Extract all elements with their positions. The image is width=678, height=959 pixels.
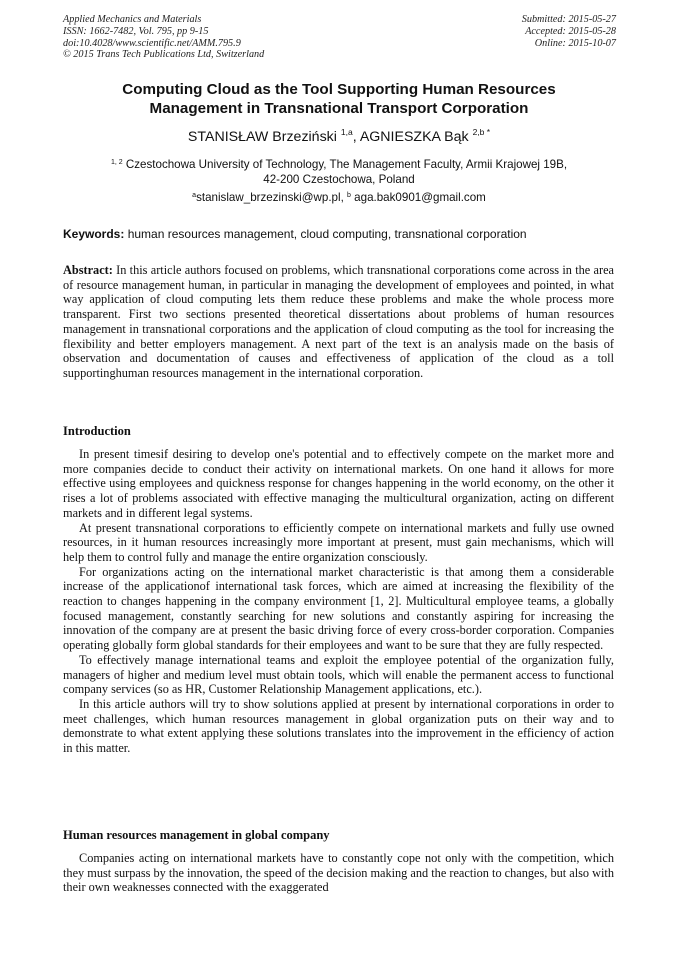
intro-paragraph: To effectively manage international teams and exploit the employee potential of the organization fully, managers of higher and medium level must obtain tools, which will enable the permanent access to functional company services (so as HR, Customer Relationship Management applications, etc.). [63, 652, 614, 697]
abstract-label: Abstract: [63, 263, 113, 277]
affiliation [60, 155, 618, 187]
affiliation-line-2: 42-200 Czestochowa, Poland [263, 173, 415, 186]
author-list [60, 127, 618, 145]
keywords-label: Keywords: [63, 227, 125, 241]
email-separator: , [340, 191, 348, 204]
journal-issn: ISSN: 1662-7482, Vol. 795, pp 9-15 [63, 25, 209, 37]
author-2-affil-mark: 2,b * [472, 127, 491, 137]
author-separator: , [352, 129, 360, 145]
intro-paragraph: At present transnational corporations to efficiently compete on international markets and fully use owned resources, in it human resources increasingly more important at present, must gain mechanisms, which will help them to control fully and manage the entire organization consciously. [63, 520, 614, 564]
email-a: stanislaw_brzezinski@wp.pl [196, 191, 341, 204]
abstract [63, 263, 614, 381]
introduction-body [63, 447, 614, 756]
author-2-name: AGNIESZKA Bąk [359, 129, 469, 145]
submission-dates [522, 14, 616, 49]
intro-paragraph: For organizations acting on the international market characteristic is that among them a considerable increase of the applicationof international task forces, which are aimed at increasing the flexibility of the reaction to changes happening in the company environment [1, 2]. Multicultural employee teams, a globally focused management, constantly searching for new solutions and constantly aspiring for increasing the innovation of the company are at present the basic driving force of every cross-border corporation. Companies operating globally form global standards for their employees and want to be sure that they are fully respected. [63, 564, 614, 653]
email-b-mark: b [347, 192, 351, 199]
keywords [63, 227, 527, 241]
author-1-name: STANISŁAW Brzeziński [187, 129, 337, 145]
email-b: aga.bak0901@gmail.com [354, 191, 486, 204]
journal-info [63, 14, 264, 61]
email-a-mark: a [192, 192, 197, 199]
online-date: Online: 2015-10-07 [534, 37, 616, 49]
accepted-date: Accepted: 2015-05-28 [525, 25, 616, 37]
journal-doi: doi:10.4028/www.scientific.net/AMM.795.9 [63, 37, 241, 49]
submitted-date: Submitted: 2015-05-27 [521, 14, 616, 25]
affiliation-line-1: Czestochowa University of Technology, The Management Faculty, Armii Krajowej 19B, [125, 158, 568, 171]
hrm-paragraph: Companies acting on international markets have to constantly cope not only with the competition, which they must surpass by the innovation, the speed of the decision making and the reaction to changes, but also with their own weaknesses connected with the exaggerated [63, 851, 614, 895]
author-1-affil-mark: 1,a [340, 127, 353, 137]
intro-paragraph: In present timesif desiring to develop one's potential and to effectively compete on the market more and more companies decide to conduct their activity on international markets. On one hand it allows for more effective using employees and quickness response for changes happening in the world economy, on the other it rises a lot of problems associated with effective managing the multicultural organization, acting on different markets and in different legal systems. [63, 447, 614, 520]
keywords-text: human resources management, cloud computing, transnational corporation [124, 227, 527, 241]
title-line-2: Management in Transnational Transport Corporation [149, 100, 529, 117]
hrm-section-heading: Human resources management in global company [63, 828, 330, 842]
author-emails [60, 191, 618, 204]
affiliation-mark: 1, 2 [110, 159, 123, 166]
title-line-1: Computing Cloud as the Tool Supporting Human Resources [122, 81, 556, 98]
hrm-section-body [63, 851, 614, 895]
intro-paragraph: In this article authors will try to show solutions applied at present by international corporations in order to meet challenges, which human resources management in global organization puts on their way and to demonstrate to what extent applying these solutions translates into the improvement in the efficiency of action in this matter. [63, 696, 614, 756]
introduction-heading: Introduction [63, 424, 131, 438]
paper-title [60, 80, 618, 118]
journal-name: Applied Mechanics and Materials [63, 14, 202, 25]
journal-copyright: © 2015 Trans Tech Publications Ltd, Switzerland [63, 49, 265, 61]
abstract-text: In this article authors focused on problems, which transnational corporations come across in the area of resource management human, in particular in managing the development of employees and pointed, in what way application of cloud computing lets them reduce these problems and make the whole process more transparent. First two sections presented theoretical dissertations about problems of human resources management in transnational corporations and the application of cloud computing as the tool for increasing the flexibility and better employers management. A next part of the text is an analysis made on the basis of observation and documentation of causes and effectiveness of application of the cloud as a toll supportinghuman resources management in the international corporation. [63, 263, 614, 380]
